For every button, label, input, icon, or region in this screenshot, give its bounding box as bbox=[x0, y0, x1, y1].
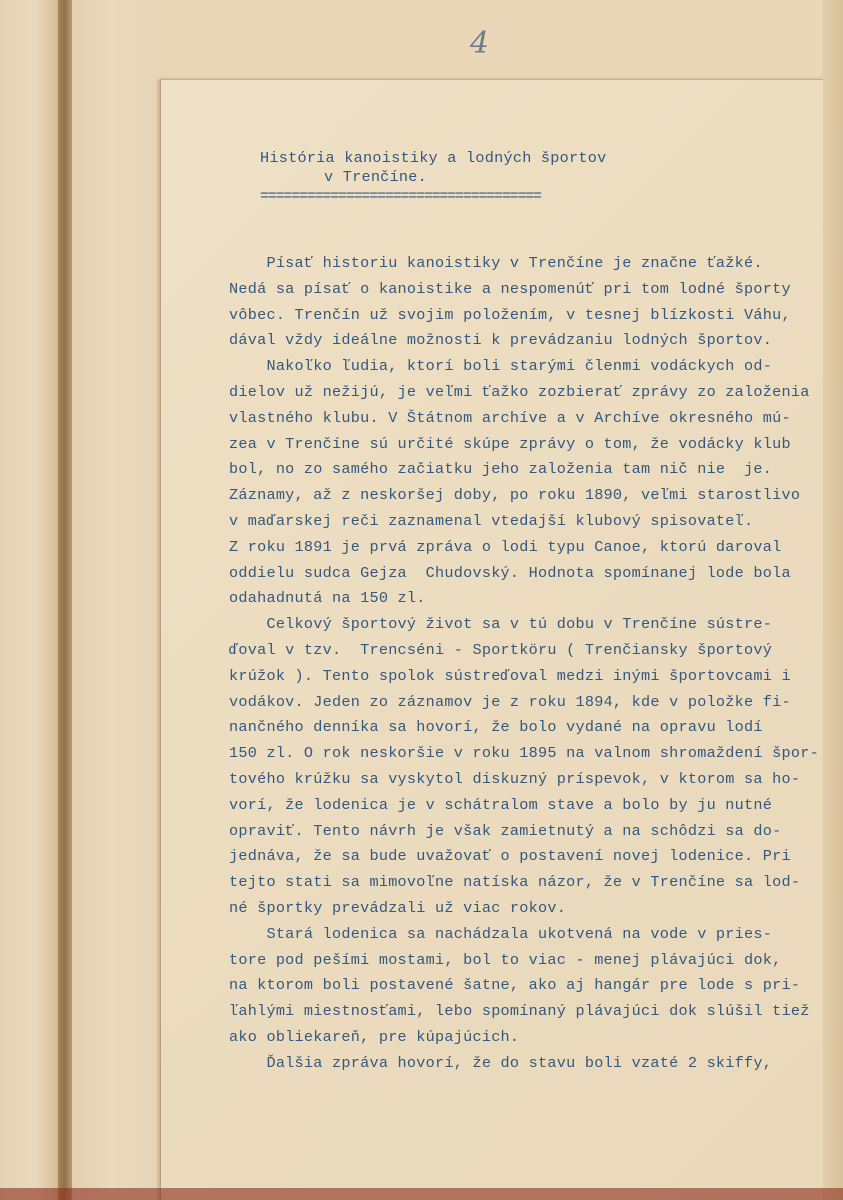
body-line: 150 zl. O rok neskoršie v roku 1895 na valnom shromaždení špor- bbox=[229, 744, 819, 763]
body-line: ďoval v tzv. Trencséni - Sportköru ( Trenčiansky športový bbox=[229, 640, 773, 659]
body-line: Celkový športový život sa v tú dobu v Trenčíne sústre- bbox=[229, 615, 773, 634]
body-line: odahadnutá na 150 zl. bbox=[229, 589, 426, 608]
body-line: na ktorom boli postavené šatne, ako aj hangár pre lode s pri- bbox=[229, 976, 801, 995]
body-line: Ďalšia zpráva hovorí, že do stavu boli vzaté 2 skiffy, bbox=[229, 1053, 773, 1072]
document-title-line-2: v Trenčíne. bbox=[324, 168, 428, 186]
body-line: v maďarskej reči zaznamenal vtedajší klubový spisovateľ. bbox=[229, 511, 754, 530]
title-underline-rule: ==================================== bbox=[260, 188, 541, 205]
body-line: krúžok ). Tento spolok sústreďoval medzi inými športovcami i bbox=[229, 666, 791, 685]
top-margin bbox=[168, 0, 822, 80]
handwritten-page-number: 4 bbox=[470, 26, 490, 61]
binding-margin bbox=[72, 0, 168, 1200]
document-title-line-1: História kanoistiky a lodných športov bbox=[260, 149, 607, 167]
body-line: jednáva, že sa bude uvažovať o postavení novej lodenice. Pri bbox=[229, 847, 791, 866]
body-line: Stará lodenica sa nachádzala ukotvená na vode v pries- bbox=[229, 924, 773, 943]
body-line: zea v Trenčíne sú určité skúpe zprávy o tom, že vodácky klub bbox=[229, 434, 791, 453]
book-spine bbox=[58, 0, 72, 1200]
body-line: ľahlými miestnosťami, lebo spomínaný plávajúci dok slúšil tiež bbox=[229, 1002, 810, 1021]
body-line: oddielu sudca Gejza Chudovský. Hodnota spomínanej lode bola bbox=[229, 563, 791, 582]
body-line: tového krúžku sa vyskytol diskuzný príspevok, v ktorom sa ho- bbox=[229, 769, 801, 788]
body-line: dával vždy ideálne možnosti k prevádzaniu lodných športov. bbox=[229, 331, 773, 350]
body-line: vlastného klubu. V Štátnom archíve a v Archíve okresného mú- bbox=[229, 408, 791, 427]
body-line: tore pod pešími mostami, bol to viac - menej plávajúci dok, bbox=[229, 950, 782, 969]
body-text bbox=[229, 251, 819, 1077]
body-line: né športky prevádzali už viac rokov. bbox=[229, 898, 567, 917]
body-line: vodákov. Jeden zo záznamov je z roku 1894, kde v položke fi- bbox=[229, 692, 791, 711]
body-line: opraviť. Tento návrh je však zamietnutý a na schôdzi sa do- bbox=[229, 821, 782, 840]
body-line: vorí, že lodenica je v schátralom stave a bolo by ju nutné bbox=[229, 795, 773, 814]
body-line: Nedá sa písať o kanoistike a nespomenúť pri tom lodné športy bbox=[229, 279, 791, 298]
body-line: ako obliekareň, pre kúpajúcich. bbox=[229, 1027, 520, 1046]
body-line: Písať historiu kanoistiky v Trenčíne je značne ťažké. bbox=[229, 254, 763, 272]
body-line: Nakoľko ľudia, ktorí boli starými členmi vodáckych od- bbox=[229, 357, 773, 376]
bottom-cover-edge bbox=[0, 1188, 843, 1200]
body-line: tejto stati sa mimovoľne natíska názor, že v Trenčíne sa lod- bbox=[229, 873, 801, 892]
left-page-edge bbox=[0, 0, 62, 1200]
body-line: Z roku 1891 je prvá zpráva o lodi typu Canoe, ktorú daroval bbox=[229, 537, 782, 556]
body-line: dielov už nežijú, je veľmi ťažko zozbierať zprávy zo založenia bbox=[229, 382, 810, 401]
right-page-edge bbox=[822, 0, 843, 1200]
body-line: bol, no zo samého začiatku jeho založenia tam nič nie je. bbox=[229, 460, 773, 479]
body-line: nančného denníka sa hovorí, že bolo vydané na opravu lodí bbox=[229, 718, 763, 737]
body-line: vôbec. Trenčín už svojim položením, v tesnej blízkosti Váhu, bbox=[229, 305, 791, 324]
body-line: Záznamy, až z neskoršej doby, po roku 1890, veľmi starostlivo bbox=[229, 486, 801, 505]
